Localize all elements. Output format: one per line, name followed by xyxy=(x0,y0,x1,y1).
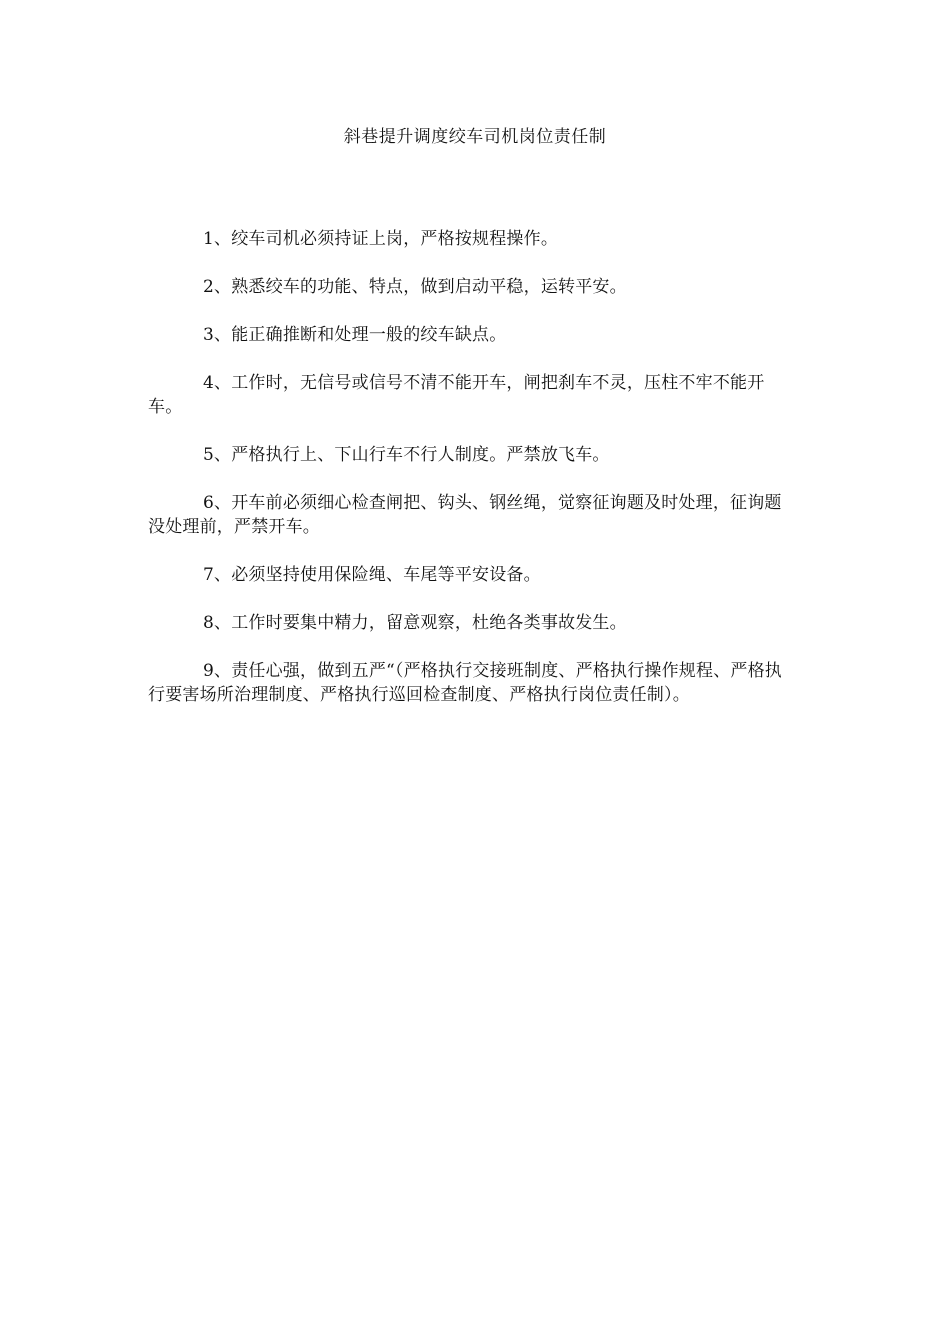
responsibility-list xyxy=(148,227,796,731)
list-item: 9、责任心强，做到五严“（严格执行交接班制度、严格执行操作规程、严格执行要害场所治理制度、严格执行巡回检查制度、严格执行岗位责任制）。 xyxy=(148,661,783,705)
list-item: 8、工作时要集中精力，留意观察，杜绝各类事故发生。 xyxy=(203,613,627,633)
list-item: 2、熟悉绞车的功能、特点，做到启动平稳，运转平安。 xyxy=(203,277,627,297)
page-title: 斜巷提升调度绞车司机岗位责任制 xyxy=(343,127,607,147)
list-item: 5、严格执行上、下山行车不行人制度。严禁放飞车。 xyxy=(203,445,610,465)
list-item: 3、能正确推断和处理一般的绞车缺点。 xyxy=(203,325,507,345)
list-item: 1、绞车司机必须持证上岗，严格按规程操作。 xyxy=(203,229,559,249)
list-item: 4、工作时，无信号或信号不清不能开车，闸把刹车不灵，压柱不牢不能开车。 xyxy=(148,373,765,417)
list-item: 7、必须坚持使用保险绳、车尾等平安设备。 xyxy=(203,565,541,585)
list-item: 6、开车前必须细心检查闸把、钩头、钢丝绳，觉察征询题及时处理，征询题没处理前，严禁开车。 xyxy=(148,493,782,537)
